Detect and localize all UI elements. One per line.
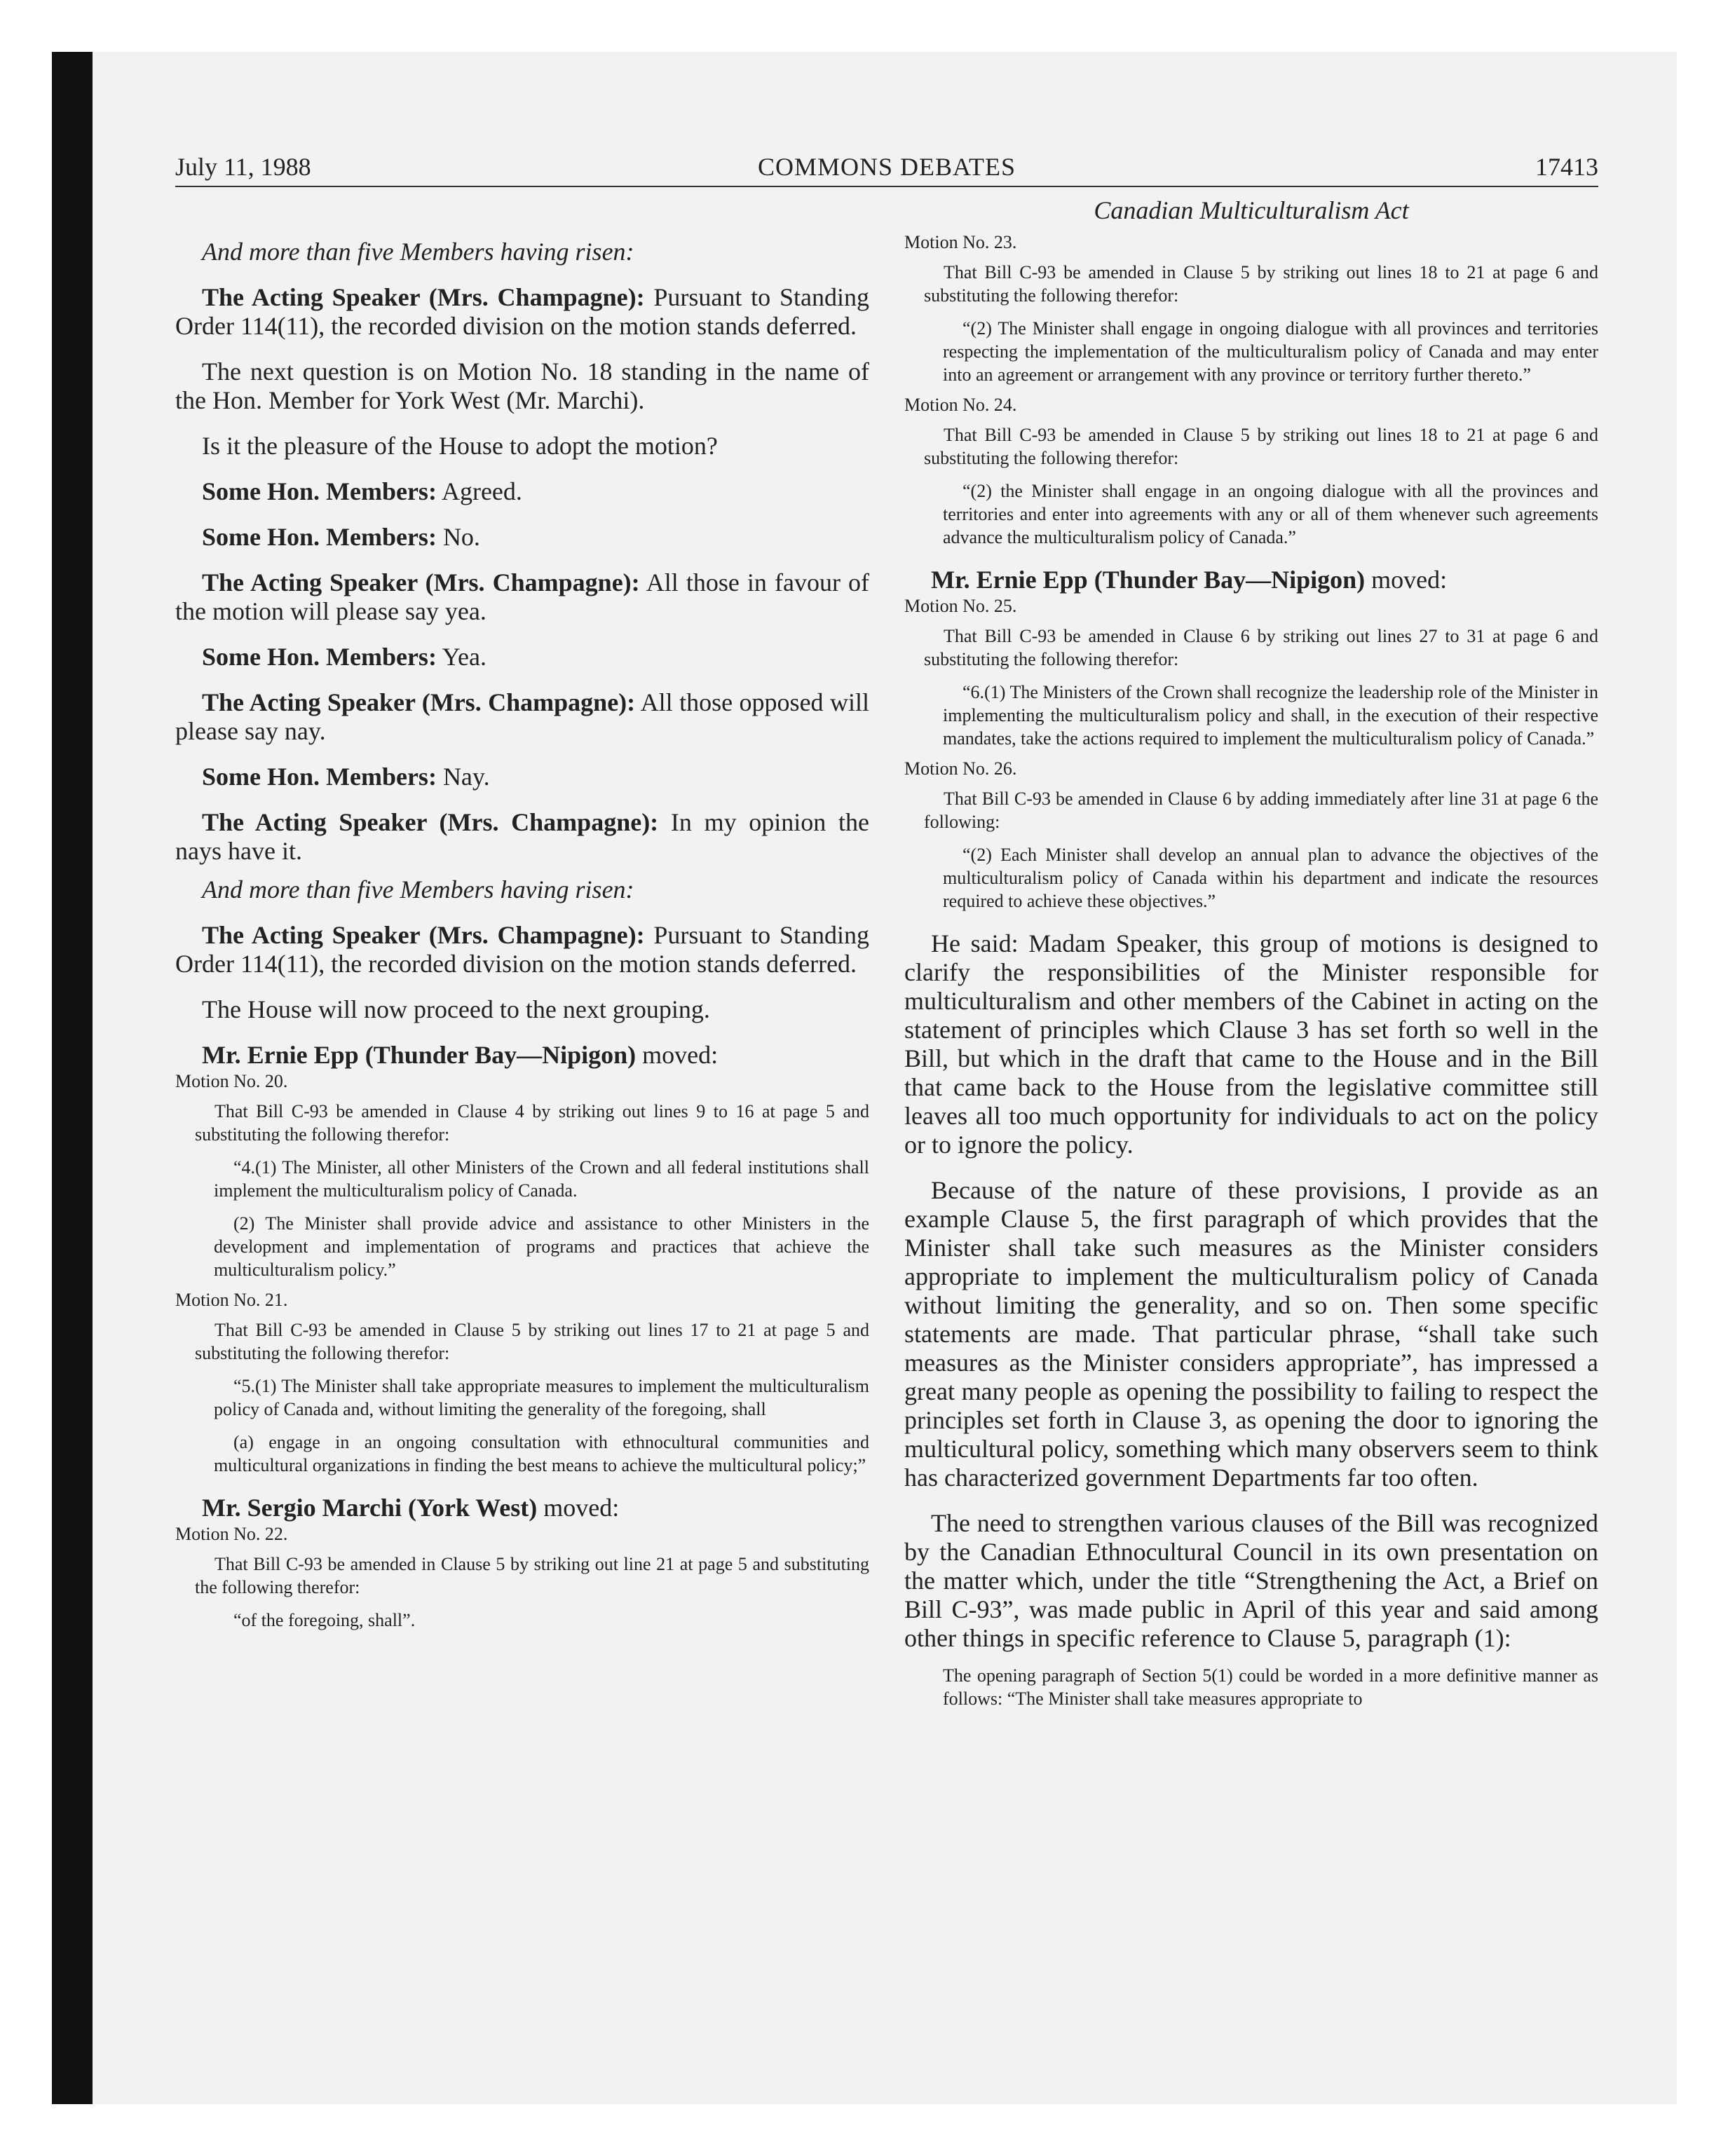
motion-label: Motion No. 23. — [904, 232, 1017, 252]
left-column — [175, 194, 869, 1632]
speech-text: Nay. — [436, 763, 490, 791]
speaker-name: Some Hon. Members: — [202, 643, 437, 671]
speech-paragraph: Is it the pleasure of the House to adopt the motion? — [202, 432, 718, 460]
speech-text: All those in favour of the motion will please say yea. — [175, 568, 870, 625]
speaker-name: The Acting Speaker (Mrs. Champagne): — [202, 283, 645, 311]
motion-text: That Bill C-93 be amended in Clause 6 by adding immediately after line 31 at page 6 the following: — [924, 789, 1598, 832]
speech-text: Agreed. — [436, 477, 522, 505]
motion-text: That Bill C-93 be amended in Clause 5 by striking out lines 18 to 21 at page 6 and substituting the following therefor: — [924, 425, 1598, 468]
speaker-name: The Acting Speaker (Mrs. Champagne): — [202, 921, 645, 949]
motion-text: That Bill C-93 be amended in Clause 4 by striking out lines 9 to 16 at page 5 and substituting the following therefor: — [195, 1101, 869, 1145]
motion-label: Motion No. 21. — [175, 1290, 288, 1310]
mover-text: moved: — [1365, 566, 1448, 594]
section-title: Canadian Multiculturalism Act — [1094, 196, 1409, 224]
motion-quote: (a) engage in an ongoing consultation with ethnocultural communities and multicultural organizations in finding the best means to achieve the multicultural policy;” — [214, 1432, 869, 1475]
motion-label: Motion No. 20. — [175, 1071, 288, 1091]
motion-quote: (2) The Minister shall provide advice and assistance to other Ministers in the development and implementation of programs and practices that achieve the multiculturalism policy.” — [214, 1213, 869, 1280]
speaker-name: Some Hon. Members: — [202, 477, 437, 505]
speaker-name: Some Hon. Members: — [202, 763, 437, 791]
brief-quote: The opening paragraph of Section 5(1) could be worded in a more definitive manner as follows: “The Minister shall take measures appropriate to — [943, 1665, 1598, 1709]
mover-text: moved: — [537, 1494, 620, 1522]
motion-text: That Bill C-93 be amended in Clause 5 by striking out lines 18 to 21 at page 6 and substituting the following therefor: — [924, 262, 1598, 306]
header-date: July 11, 1988 — [175, 153, 311, 181]
speech-text: Pursuant to Standing Order 114(11), the recorded division on the motion stands deferred. — [175, 921, 869, 978]
mover-line — [175, 1041, 869, 1070]
motion-quote: “of the foregoing, shall”. — [233, 1610, 416, 1630]
motion-text: That Bill C-93 be amended in Clause 5 by striking out lines 17 to 21 at page 5 and substituting the following therefor: — [195, 1320, 869, 1363]
speech-paragraph — [175, 921, 869, 978]
motion-label: Motion No. 22. — [175, 1524, 288, 1544]
speaker-name: The Acting Speaker (Mrs. Champagne): — [202, 568, 640, 596]
speech-text: In my opinion the nays have it. — [175, 808, 869, 865]
motion-label: Motion No. 24. — [904, 395, 1017, 415]
motion-quote: “(2) Each Minister shall develop an annual plan to advance the objectives of the multiculturalism policy of Canada within his department and indicate the resources required to achieve these objectives.” — [943, 845, 1598, 911]
stage-direction: And more than five Members having risen: — [202, 875, 634, 903]
mover-name: Mr. Ernie Epp (Thunder Bay—Nipigon) — [931, 566, 1366, 594]
speech-text: No. — [436, 523, 480, 551]
speech-paragraph — [175, 808, 869, 866]
page-number: 17413 — [1535, 153, 1598, 181]
mover-line — [904, 566, 1598, 594]
speech-paragraph: Because of the nature of these provisions, I provide as an example Clause 5, the first paragraph of which provides that the Minister shall take such measures as the Minister considers appropriate to implement the multiculturalism policy of Canada without limiting the generality, and so on. Then some specific statements are made. That particular phrase, “shall take such measures as the Minister considers appropriate”, has impressed a great many people as opening the possibility to failing to respect the principles set forth in Clause 3, as opening the door to ignoring the multicultural policy, something which many observers seem to think has characterized government Departments far too often. — [904, 1176, 1598, 1492]
speech-paragraph — [175, 688, 869, 746]
speaker-name: The Acting Speaker (Mrs. Champagne): — [202, 808, 659, 836]
speech-paragraph — [175, 477, 869, 506]
speech-paragraph — [175, 763, 869, 791]
speaker-name: Some Hon. Members: — [202, 523, 437, 551]
speech-text: All those opposed will please say nay. — [175, 688, 870, 745]
page-header — [175, 151, 1598, 187]
speech-paragraph — [175, 283, 869, 341]
motion-quote: “(2) The Minister shall engage in ongoing dialogue with all provinces and territories respecting the implementation of the multiculturalism policy of Canada and may enter into an agreement or arrangement with any province or territory further thereto.” — [943, 318, 1598, 385]
motion-quote: “(2) the Minister shall engage in an ongoing dialogue with all the provinces and territories and enter into agreements with any or all of them whenever such agreements advance the multiculturalism policy of Canada.” — [943, 481, 1598, 547]
speech-paragraph: The next question is on Motion No. 18 standing in the name of the Hon. Member for York West (Mr. Marchi). — [175, 357, 869, 414]
binding-edge — [52, 52, 93, 2104]
speech-paragraph: He said: Madam Speaker, this group of motions is designed to clarify the responsibilities of the Minister responsible for multiculturalism and other members of the Cabinet in acting on the statement of principles which Clause 3 has set forth so well in the Bill, but which in the draft that came to the House and in the Bill that came back to the House from the legislative committee still leaves all too much opportunity for individuals to act on the policy or to ignore the policy. — [904, 929, 1598, 1159]
motion-quote: “5.(1) The Minister shall take appropriate measures to implement the multiculturalism policy of Canada and, without limiting the generality of the foregoing, shall — [214, 1376, 869, 1419]
mover-line — [175, 1494, 869, 1522]
speech-paragraph — [175, 643, 869, 671]
stage-direction: And more than five Members having risen: — [202, 238, 634, 266]
speaker-name: The Acting Speaker (Mrs. Champagne): — [202, 688, 636, 716]
speech-paragraph: The House will now proceed to the next grouping. — [202, 995, 710, 1023]
speech-text: Pursuant to Standing Order 114(11), the recorded division on the motion stands deferred. — [175, 283, 869, 340]
motion-label: Motion No. 25. — [904, 596, 1017, 616]
motion-label: Motion No. 26. — [904, 758, 1017, 779]
motion-quote: “6.(1) The Ministers of the Crown shall recognize the leadership role of the Minister in implementing the multiculturalism policy and shall, in the execution of their respective mandates, take the actions required to implement the multiculturalism policy of Canada.” — [943, 682, 1598, 749]
speech-paragraph — [175, 523, 869, 552]
mover-name: Mr. Sergio Marchi (York West) — [202, 1494, 538, 1522]
header-title: COMMONS DEBATES — [757, 153, 1016, 181]
right-column — [904, 194, 1598, 1710]
mover-name: Mr. Ernie Epp (Thunder Bay—Nipigon) — [202, 1041, 637, 1069]
mover-text: moved: — [636, 1041, 719, 1069]
speech-text: Yea. — [436, 643, 487, 671]
speech-paragraph: The need to strengthen various clauses of the Bill was recognized by the Canadian Ethnocultural Council in its own presentation on the matter which, under the title “Strengthening the Act, a Brief on Bill C-93”, was made public in April of this year and said among other things in specific reference to Clause 5, paragraph (1): — [904, 1509, 1598, 1652]
speech-paragraph — [175, 568, 869, 626]
motion-quote: “4.(1) The Minister, all other Ministers of the Crown and all federal institutions shall implement the multiculturalism policy of Canada. — [214, 1157, 869, 1201]
motion-text: That Bill C-93 be amended in Clause 5 by striking out line 21 at page 5 and substituting the following therefor: — [195, 1554, 869, 1597]
document-page — [175, 151, 1598, 1709]
motion-text: That Bill C-93 be amended in Clause 6 by striking out lines 27 to 31 at page 6 and substituting the following therefor: — [924, 626, 1598, 669]
